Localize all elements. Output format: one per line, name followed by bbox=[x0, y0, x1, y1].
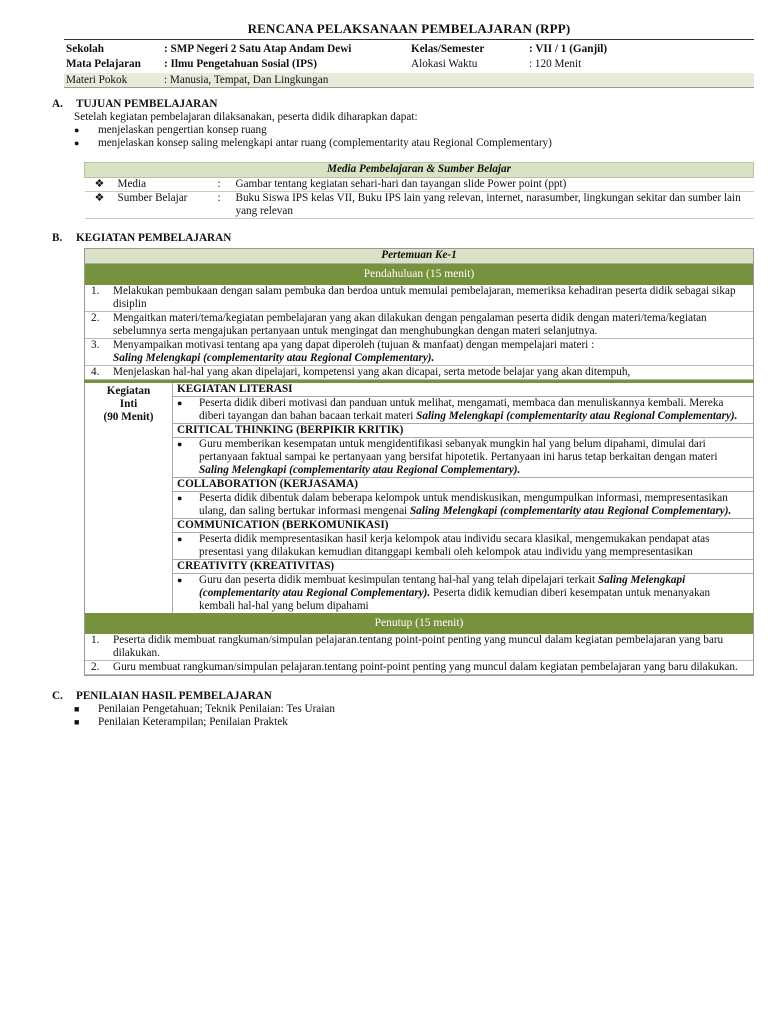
bullet-icon: ● bbox=[177, 398, 183, 408]
kegiatan-table bbox=[84, 248, 754, 676]
literasi-heading: KEGIATAN LITERASI bbox=[173, 383, 753, 397]
item-text: Peserta didik membuat rangkuman/simpulan pelajaran.tentang point-point penting yang muncul dalam kegiatan pembelajaran yang baru dilakukan. bbox=[113, 634, 753, 661]
tujuan-item-2: menjelaskan konsep saling melengkapi antar ruang (complementarity atau Regional Complementary) bbox=[98, 137, 552, 149]
comm-heading: COMMUNICATION (BERKOMUNIKASI) bbox=[173, 519, 753, 533]
item-number: 4. bbox=[85, 366, 113, 380]
item-text-main: Menyampaikan motivasi tentang apa yang dapat diperoleh (tujuan & manfaat) dengan mempelajari materi : bbox=[113, 339, 595, 351]
rpp-page bbox=[52, 21, 754, 729]
item-text: Guru membuat rangkuman/simpulan pelajaran.tentang point-point penting yang muncul dalam kegiatan pembelajaran yang baru dilakukan. bbox=[113, 661, 753, 675]
item-number: 2. bbox=[85, 312, 113, 339]
collab-body bbox=[173, 492, 753, 519]
list-item bbox=[74, 716, 754, 729]
item-text: Mengaitkan materi/tema/kegiatan pembelajaran yang akan dilakukan dengan pengalaman peserta didik dengan materi/tema/kegiatan sebelumnya serta mengajukan pertanyaan untuk mengingat dan menghubungkan dengan materi selanjutnya. bbox=[113, 312, 753, 339]
creat-body bbox=[173, 574, 753, 613]
bullet-icon: ● bbox=[74, 125, 80, 135]
bullet-icon: ● bbox=[177, 575, 183, 585]
media-table bbox=[84, 162, 754, 219]
list-item bbox=[74, 124, 754, 137]
table-row bbox=[85, 634, 753, 661]
critical-emphasis: Saling Melengkapi (complementarity atau Regional Complementary). bbox=[199, 464, 521, 476]
bullet-icon: ● bbox=[177, 534, 183, 544]
materi-label: Materi Pokok bbox=[66, 73, 128, 86]
section-a-heading bbox=[52, 98, 754, 111]
inti-time: (90 Menit) bbox=[103, 411, 154, 423]
sumber-label: Sumber Belajar bbox=[115, 192, 215, 219]
creat-emphasis: Saling Melengkapi (complementarity atau Regional Complementary). bbox=[199, 574, 686, 599]
media-value: Gambar tentang kegiatan sehari-hari dan tayangan slide Power point (ppt) bbox=[233, 178, 754, 192]
table-row bbox=[85, 285, 753, 312]
creat-heading: CREATIVITY (KREATIVITAS) bbox=[173, 560, 753, 574]
literasi-body bbox=[173, 397, 753, 424]
bullet-icon: ● bbox=[177, 493, 183, 503]
comm-text: Peserta didik mempresentasikan hasil kerja kelompok atau individu secara klasikal, mengemukakan pendapat atas presentasi yang dilakukan kemudian ditanggapi kembali oleh kelompok atau individu yang mempresentasikan bbox=[199, 533, 710, 558]
section-a-intro: Setelah kegiatan pembelajaran dilaksanakan, peserta didik diharapkan dapat: bbox=[74, 111, 418, 123]
section-b-heading bbox=[52, 232, 754, 245]
sumber-sep: : bbox=[215, 192, 233, 219]
table-row bbox=[85, 339, 753, 366]
pendahuluan-heading: Pendahuluan (15 menit) bbox=[85, 264, 754, 286]
inti-content bbox=[173, 382, 754, 614]
section-c-heading bbox=[52, 690, 754, 703]
alokasi-value: : 120 Menit bbox=[529, 58, 582, 71]
section-c-title: PENILAIAN HASIL PEMBELAJARAN bbox=[76, 690, 272, 702]
mapel-value: : Ilmu Pengetahuan Sosial (IPS) bbox=[164, 58, 317, 71]
materi-value: : Manusia, Tempat, Dan Lingkungan bbox=[164, 73, 329, 86]
collab-text: Peserta didik dibentuk dalam beberapa kelompok untuk mendiskusikan, mengumpulkan informasi, mempresentasikan ulang, dan saling bertukar informasi mengenai bbox=[199, 492, 728, 517]
table-row bbox=[85, 312, 753, 339]
inti-label-cell bbox=[85, 382, 173, 614]
creat-text: Guru dan peserta didik membuat kesimpulan tentang hal-hal yang telah dipelajari terkait bbox=[199, 574, 596, 586]
sekolah-value: : SMP Negeri 2 Satu Atap Andam Dewi bbox=[164, 42, 352, 55]
diamond-icon: ❖ bbox=[85, 192, 115, 219]
item-text-emphasis: Saling Melengkapi (complementarity atau Regional Complementary). bbox=[113, 352, 435, 364]
media-sep: : bbox=[215, 178, 233, 192]
item-number: 3. bbox=[85, 339, 113, 366]
list-item bbox=[74, 703, 754, 716]
kelas-value: : VII / 1 (Ganjil) bbox=[529, 42, 608, 55]
sekolah-label: Sekolah bbox=[66, 42, 104, 55]
header-row-materi bbox=[64, 73, 754, 88]
alokasi-label: Alokasi Waktu bbox=[411, 58, 478, 71]
critical-text: Guru memberikan kesempatan untuk mengidentifikasi sebanyak mungkin hal yang belum dipahami, dimulai dari pertanyaan faktual sampai ke pertanyaan yang bersifat hipotetik. Pertanyaan ini harus tetap berkaitan dengan materi bbox=[199, 438, 718, 463]
header-row-sekolah bbox=[64, 40, 754, 57]
sumber-value: Buku Siswa IPS kelas VII, Buku IPS lain yang relevan, internet, narasumber, lingkungan sekitar dan sumber lain yang relevan bbox=[233, 192, 754, 219]
diamond-icon: ❖ bbox=[85, 178, 115, 192]
table-row bbox=[85, 178, 754, 192]
item-number: 1. bbox=[85, 634, 113, 661]
collab-heading: COLLABORATION (KERJASAMA) bbox=[173, 478, 753, 492]
section-a-num: A. bbox=[52, 98, 63, 110]
critical-heading: CRITICAL THINKING (BERPIKIR KRITIK) bbox=[173, 424, 753, 438]
penilaian-item-1: Penilaian Pengetahuan; Teknik Penilaian: Tes Uraian bbox=[98, 703, 335, 715]
section-c-num: C. bbox=[52, 690, 63, 702]
media-label: Media bbox=[115, 178, 215, 192]
literasi-text: Peserta didik diberi motivasi dan panduan untuk melihat, mengamati, membaca dan menuliskannya kembali. Mereka diberi tayangan dan bahan bacaan terkait materi bbox=[199, 397, 724, 422]
table-row bbox=[85, 192, 754, 219]
media-heading: Media Pembelajaran & Sumber Belajar bbox=[85, 163, 754, 178]
literasi-emphasis: Saling Melengkapi (complementarity atau Regional Complementary). bbox=[416, 410, 738, 422]
item-text bbox=[113, 339, 753, 366]
section-b-num: B. bbox=[52, 232, 63, 244]
critical-body bbox=[173, 438, 753, 478]
penutup-heading: Penutup (15 menit) bbox=[85, 613, 754, 634]
penilaian-item-2: Penilaian Keterampilan; Penilaian Praktek bbox=[98, 716, 288, 728]
comm-body bbox=[173, 533, 753, 560]
creat-text-2: Peserta didik kemudian diberi kesempatan untuk menanyakan kembali hal-hal yang belum dipahami bbox=[199, 587, 711, 612]
table-row bbox=[85, 661, 753, 675]
inti-row bbox=[85, 382, 754, 614]
bullet-icon: ● bbox=[74, 138, 80, 148]
bullet-icon: ● bbox=[177, 439, 183, 449]
collab-emphasis: Saling Melengkapi (complementarity atau Regional Complementary). bbox=[409, 505, 732, 517]
item-number: 2. bbox=[85, 661, 113, 675]
section-b-title: KEGIATAN PEMBELAJARAN bbox=[76, 232, 232, 244]
table-row bbox=[85, 366, 753, 380]
list-item bbox=[74, 137, 754, 150]
inti-label: Kegiatan Inti bbox=[106, 385, 151, 410]
item-text: Melakukan pembukaan dengan salam pembuka dan berdoa untuk memulai pembelajaran, memeriksa kehadiran peserta didik sebagai sikap disiplin bbox=[113, 285, 753, 312]
document-title: RENCANA PELAKSANAAN PEMBELAJARAN (RPP) bbox=[247, 21, 571, 36]
item-number: 1. bbox=[85, 285, 113, 312]
section-a-title: TUJUAN PEMBELAJARAN bbox=[76, 98, 218, 110]
tujuan-item-1: menjelaskan pengertian konsep ruang bbox=[98, 124, 267, 136]
kelas-label: Kelas/Semester bbox=[411, 42, 485, 55]
header-row-mapel bbox=[64, 57, 754, 74]
pertemuan-heading: Pertemuan Ke-1 bbox=[85, 249, 754, 264]
square-bullet-icon: ■ bbox=[74, 717, 80, 727]
square-bullet-icon: ■ bbox=[74, 704, 80, 714]
item-text: Menjelaskan hal-hal yang akan dipelajari, kompetensi yang akan dicapai, serta metode belajar yang akan ditempuh, bbox=[113, 366, 753, 380]
mapel-label: Mata Pelajaran bbox=[66, 58, 141, 71]
